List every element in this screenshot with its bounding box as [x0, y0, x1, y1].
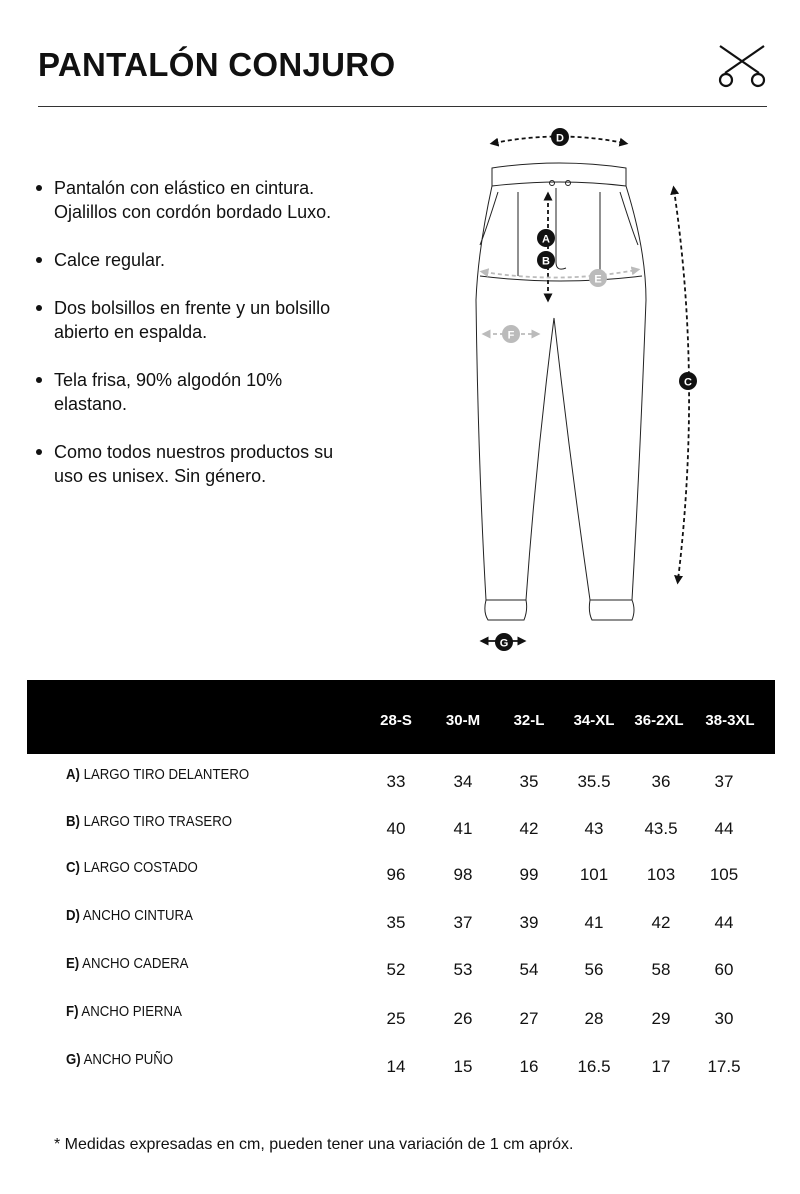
marker-e: E	[594, 273, 602, 286]
table-cell: 17	[651, 1057, 671, 1076]
marker-f: F	[507, 329, 515, 342]
table-cell: 34	[453, 772, 473, 791]
measure-d-arrow	[494, 128, 624, 146]
table-cell: 29	[651, 1009, 671, 1028]
table-cell: 58	[651, 960, 671, 979]
table-cell: 16	[519, 1057, 539, 1076]
pants-measurement-diagram	[470, 125, 710, 655]
table-cell: 99	[519, 865, 539, 884]
row-label: B) LARGO TIRO TRASERO	[66, 813, 233, 830]
marker-b: B	[542, 255, 550, 268]
table-cell: 54	[519, 960, 539, 979]
table-cell: 98	[453, 865, 473, 884]
marker-d: D	[556, 132, 564, 145]
table-cell: 30	[714, 1009, 734, 1028]
table-cell: 16.5	[577, 1057, 611, 1076]
table-cell: 39	[519, 913, 539, 932]
table-cell: 40	[386, 819, 406, 838]
table-cell: 60	[714, 960, 734, 979]
scissors-icon	[716, 42, 768, 90]
row-label: G) ANCHO PUÑO	[66, 1051, 174, 1068]
table-cell: 56	[584, 960, 604, 979]
footnote: * Medidas expresadas en cm, pueden tener una variación de 1 cm apróx.	[54, 1136, 574, 1153]
table-cell: 52	[386, 960, 406, 979]
marker-c: C	[684, 376, 692, 389]
size-column-header: 32-L	[513, 712, 545, 729]
pants-outline	[476, 163, 646, 620]
measure-f-arrow	[486, 325, 536, 343]
table-cell: 25	[386, 1009, 406, 1028]
feature-item: Dos bolsillos en frente y un bolsillo abierto en espalda.	[34, 296, 334, 344]
feature-item: Como todos nuestros productos su uso es unisex. Sin género.	[34, 440, 334, 488]
row-label: E) ANCHO CADERA	[66, 955, 189, 972]
table-cell: 44	[714, 913, 734, 932]
size-column-header: 36-2XL	[634, 712, 684, 729]
table-cell: 35	[386, 913, 406, 932]
table-cell: 105	[709, 865, 739, 884]
table-cell: 15	[453, 1057, 473, 1076]
table-cell: 33	[386, 772, 406, 791]
feature-item: Tela frisa, 90% algodón 10% elastano.	[34, 368, 334, 416]
marker-a: A	[542, 233, 550, 246]
table-cell: 35.5	[577, 772, 611, 791]
size-column-header: 34-XL	[573, 712, 615, 729]
row-label: D) ANCHO CINTURA	[66, 907, 193, 924]
table-cell: 103	[646, 865, 676, 884]
table-cell: 26	[453, 1009, 473, 1028]
table-cell: 17.5	[707, 1057, 741, 1076]
row-label: A) LARGO TIRO DELANTERO	[66, 766, 250, 783]
marker-g: G	[499, 637, 509, 650]
measure-c-arrow	[674, 190, 697, 580]
feature-item: Calce regular.	[34, 248, 334, 272]
table-cell: 43	[584, 819, 604, 838]
table-cell: 14	[386, 1057, 406, 1076]
row-label: C) LARGO COSTADO	[66, 859, 198, 876]
feature-list	[34, 176, 334, 512]
title-divider	[38, 106, 767, 107]
size-column-header: 38-3XL	[705, 712, 755, 729]
table-cell: 27	[519, 1009, 539, 1028]
table-cell: 53	[453, 960, 473, 979]
table-cell: 36	[651, 772, 671, 791]
feature-item: Pantalón con elástico en cintura. Ojalillos con cordón bordado Luxo.	[34, 176, 334, 224]
table-cell: 101	[579, 865, 609, 884]
measure-ab-arrow	[537, 196, 555, 298]
table-cell: 42	[651, 913, 671, 932]
table-cell: 96	[386, 865, 406, 884]
size-column-header: 28-S	[380, 712, 412, 729]
table-cell: 44	[714, 819, 734, 838]
size-column-header: 30-M	[445, 712, 481, 729]
table-cell: 28	[584, 1009, 604, 1028]
table-cell: 37	[714, 772, 734, 791]
measure-g-arrow	[484, 633, 522, 651]
table-cell: 41	[453, 819, 473, 838]
table-cell: 41	[584, 913, 604, 932]
measure-e-arrow	[484, 269, 636, 287]
page-title: PANTALÓN CONJURO	[38, 46, 396, 83]
table-cell: 37	[453, 913, 473, 932]
table-cell: 42	[519, 819, 539, 838]
row-label: F) ANCHO PIERNA	[66, 1003, 182, 1020]
table-cell: 35	[519, 772, 539, 791]
table-cell: 43.5	[644, 819, 678, 838]
